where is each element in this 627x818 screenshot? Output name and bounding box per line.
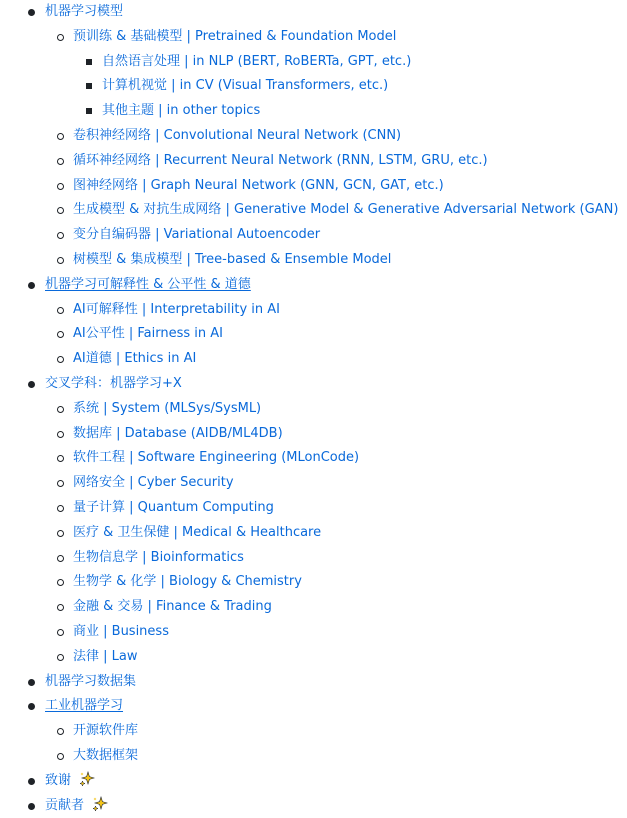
bullet-square <box>86 83 92 89</box>
bullet-disc <box>28 381 35 388</box>
toc-item-biology-chemistry <box>0 570 627 595</box>
toc-item-rnn <box>0 149 627 174</box>
toc-item-cnn <box>0 124 627 149</box>
toc-item-ml-models <box>0 0 627 273</box>
bullet-circle <box>57 183 64 190</box>
toc-item-ai-interpretability <box>0 298 627 323</box>
toc-item-bioinformatics <box>0 546 627 571</box>
toc-link-database[interactable]: 数据库 | Database (AIDB/ML4DB) <box>73 426 283 441</box>
bullet-circle <box>57 555 64 562</box>
bullet-circle <box>57 257 64 264</box>
toc-link-rnn[interactable]: 循环神经网络 | Recurrent Neural Network (RNN, LSTM, GRU, etc.) <box>73 153 488 168</box>
toc-link-open-source[interactable]: 开源软件库 <box>73 723 138 738</box>
sparkles-icon <box>79 771 95 787</box>
bullet-circle <box>57 34 64 41</box>
bullet-circle <box>57 431 64 438</box>
toc-item-industry <box>0 694 627 768</box>
toc-item-acknowledgements <box>0 769 627 794</box>
toc-item-interdisciplinary <box>0 372 627 670</box>
toc-link-interdisciplinary[interactable]: 交叉学科：机器学习+X <box>45 376 182 391</box>
toc-sublist-interdisciplinary <box>0 397 627 670</box>
bullet-square <box>86 108 92 114</box>
toc-link-quantum[interactable]: 量子计算 | Quantum Computing <box>73 500 274 515</box>
toc-link-biology-chemistry[interactable]: 生物学 & 化学 | Biology & Chemistry <box>73 574 302 589</box>
bullet-square <box>86 59 92 65</box>
toc-item-open-source <box>0 719 627 744</box>
toc-link-law[interactable]: 法律 | Law <box>73 649 138 664</box>
toc-link-gnn[interactable]: 图神经网络 | Graph Neural Network (GNN, GCN, GAT, etc.) <box>73 178 444 193</box>
toc-item-cv <box>0 74 627 99</box>
toc-item-gan <box>0 198 627 223</box>
toc-link-ai-fairness[interactable]: AI公平性 | Fairness in AI <box>73 326 223 341</box>
toc-link-industry[interactable]: 工业机器学习 <box>45 698 123 713</box>
toc-item-law <box>0 645 627 670</box>
bullet-disc <box>28 9 35 16</box>
toc-link-pretrained[interactable]: 预训练 & 基础模型 | Pretrained & Foundation Model <box>73 29 396 44</box>
toc-link-gan[interactable]: 生成模型 & 对抗生成网络 | Generative Model & Generative Adversarial Network (GAN) <box>73 202 618 217</box>
toc-sublist-ml-models <box>0 25 627 273</box>
toc-item-gnn <box>0 174 627 199</box>
toc-item-database <box>0 422 627 447</box>
toc-link-datasets[interactable]: 机器学习数据集 <box>45 674 136 689</box>
toc-item-tree <box>0 248 627 273</box>
toc-item-software-engineering <box>0 446 627 471</box>
toc-sublist-interpretability <box>0 298 627 372</box>
bullet-disc <box>28 679 35 686</box>
toc-item-medical <box>0 521 627 546</box>
bullet-disc <box>28 778 35 785</box>
toc-item-system <box>0 397 627 422</box>
toc-link-vae[interactable]: 变分自编码器 | Variational Autoencoder <box>73 227 320 242</box>
toc-link-ai-ethics[interactable]: AI道德 | Ethics in AI <box>73 351 196 366</box>
toc-sublist-industry <box>0 719 627 769</box>
toc-item-other-topics <box>0 99 627 124</box>
toc-link-other-topics[interactable]: 其他主题 | in other topics <box>102 103 260 118</box>
toc-item-pretrained <box>0 25 627 124</box>
toc-item-datasets <box>0 670 627 695</box>
toc-item-interpretability <box>0 273 627 372</box>
toc-item-big-data <box>0 744 627 769</box>
toc-item-quantum <box>0 496 627 521</box>
toc-link-acknowledgements[interactable]: 致谢 <box>45 773 71 788</box>
toc-link-finance[interactable]: 金融 & 交易 | Finance & Trading <box>73 599 272 614</box>
toc-link-cnn[interactable]: 卷积神经网络 | Convolutional Neural Network (CNN) <box>73 128 401 143</box>
toc-link-big-data[interactable]: 大数据框架 <box>73 748 138 763</box>
sparkles-icon <box>92 796 108 812</box>
toc-item-cyber-security <box>0 471 627 496</box>
toc-link-cv[interactable]: 计算机视觉 | in CV (Visual Transformers, etc.) <box>102 78 388 93</box>
bullet-circle <box>57 505 64 512</box>
toc-link-interpretability[interactable]: 机器学习可解释性 & 公平性 & 道德 <box>45 277 251 292</box>
toc-item-ai-fairness <box>0 322 627 347</box>
toc-item-nlp <box>0 50 627 75</box>
toc-link-ml-models[interactable]: 机器学习模型 <box>45 4 123 19</box>
toc-item-ai-ethics <box>0 347 627 372</box>
bullet-disc <box>28 282 35 289</box>
bullet-circle <box>57 307 64 314</box>
bullet-disc <box>28 803 35 810</box>
toc-link-tree[interactable]: 树模型 & 集成模型 | Tree-based & Ensemble Model <box>73 252 391 267</box>
toc-link-cyber-security[interactable]: 网络安全 | Cyber Security <box>73 475 234 490</box>
bullet-circle <box>57 158 64 165</box>
toc-link-contributors[interactable]: 贡献者 <box>45 798 84 813</box>
toc-link-business[interactable]: 商业 | Business <box>73 624 169 639</box>
toc-link-ai-interpretability[interactable]: AI可解释性 | Interpretability in AI <box>73 302 280 317</box>
toc-item-finance <box>0 595 627 620</box>
bullet-circle <box>57 654 64 661</box>
toc-item-business <box>0 620 627 645</box>
bullet-circle <box>57 406 64 413</box>
bullet-circle <box>57 629 64 636</box>
toc-link-software-engineering[interactable]: 软件工程 | Software Engineering (MLonCode) <box>73 450 359 465</box>
toc-item-contributors <box>0 794 627 818</box>
toc-link-bioinformatics[interactable]: 生物信息学 | Bioinformatics <box>73 550 244 565</box>
toc-link-system[interactable]: 系统 | System (MLSys/SysML) <box>73 401 261 416</box>
toc-item-vae <box>0 223 627 248</box>
toc-link-medical[interactable]: 医疗 & 卫生保健 | Medical & Healthcare <box>73 525 321 540</box>
bullet-circle <box>57 133 64 140</box>
bullet-circle <box>57 530 64 537</box>
toc-link-nlp[interactable]: 自然语言处理 | in NLP (BERT, RoBERTa, GPT, etc.) <box>102 54 411 69</box>
toc-sublist-pretrained <box>0 50 627 124</box>
bullet-circle <box>57 753 64 760</box>
